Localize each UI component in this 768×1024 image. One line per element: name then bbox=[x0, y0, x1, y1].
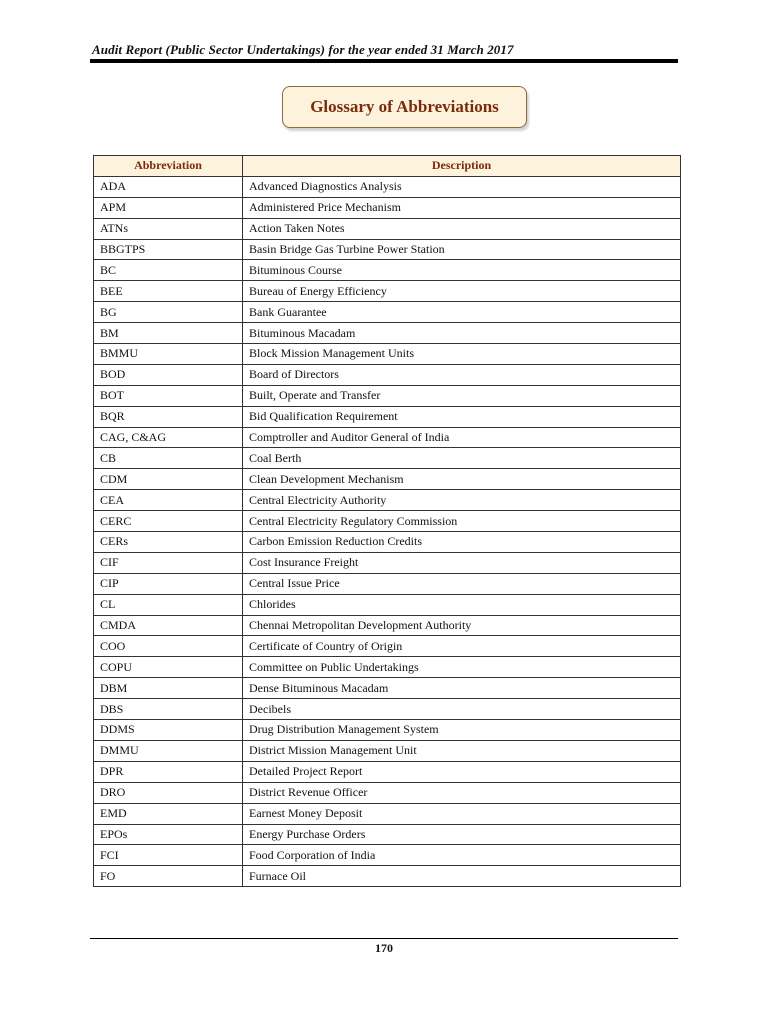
table-row bbox=[94, 239, 681, 260]
abbreviation-cell: BOD bbox=[94, 364, 243, 385]
table-row bbox=[94, 866, 681, 887]
abbreviation-cell: ADA bbox=[94, 176, 243, 197]
table-row bbox=[94, 427, 681, 448]
table-row bbox=[94, 573, 681, 594]
abbreviation-cell: ATNs bbox=[94, 218, 243, 239]
description-cell: Comptroller and Auditor General of India bbox=[243, 427, 681, 448]
abbreviation-cell: COPU bbox=[94, 657, 243, 678]
description-cell: Bid Qualification Requirement bbox=[243, 406, 681, 427]
table-row bbox=[94, 720, 681, 741]
table-row bbox=[94, 281, 681, 302]
description-cell: Food Corporation of India bbox=[243, 845, 681, 866]
description-cell: Central Issue Price bbox=[243, 573, 681, 594]
table-row bbox=[94, 218, 681, 239]
description-cell: Action Taken Notes bbox=[243, 218, 681, 239]
description-cell: Earnest Money Deposit bbox=[243, 803, 681, 824]
table-row bbox=[94, 845, 681, 866]
abbreviation-cell: BM bbox=[94, 323, 243, 344]
table-row bbox=[94, 699, 681, 720]
abbreviation-cell: CIF bbox=[94, 552, 243, 573]
abbreviation-cell: CIP bbox=[94, 573, 243, 594]
description-cell: Chlorides bbox=[243, 594, 681, 615]
abbreviation-cell: BMMU bbox=[94, 344, 243, 365]
description-cell: Cost Insurance Freight bbox=[243, 552, 681, 573]
description-cell: Bureau of Energy Efficiency bbox=[243, 281, 681, 302]
abbreviation-cell: DBM bbox=[94, 678, 243, 699]
abbreviation-cell: DPR bbox=[94, 761, 243, 782]
table-row bbox=[94, 344, 681, 365]
description-cell: Energy Purchase Orders bbox=[243, 824, 681, 845]
description-cell: Basin Bridge Gas Turbine Power Station bbox=[243, 239, 681, 260]
abbreviation-cell: CL bbox=[94, 594, 243, 615]
table-row bbox=[94, 761, 681, 782]
footer-divider bbox=[90, 938, 678, 939]
table-row bbox=[94, 406, 681, 427]
table-row bbox=[94, 490, 681, 511]
table-row bbox=[94, 552, 681, 573]
abbreviation-cell: DRO bbox=[94, 782, 243, 803]
table-row bbox=[94, 323, 681, 344]
table-row bbox=[94, 803, 681, 824]
description-cell: Furnace Oil bbox=[243, 866, 681, 887]
table-row bbox=[94, 594, 681, 615]
description-cell: Advanced Diagnostics Analysis bbox=[243, 176, 681, 197]
description-cell: Carbon Emission Reduction Credits bbox=[243, 532, 681, 553]
abbreviation-cell: BOT bbox=[94, 385, 243, 406]
table-row bbox=[94, 469, 681, 490]
description-cell: Central Electricity Authority bbox=[243, 490, 681, 511]
abbreviation-cell: CMDA bbox=[94, 615, 243, 636]
description-cell: Committee on Public Undertakings bbox=[243, 657, 681, 678]
table-row bbox=[94, 636, 681, 657]
table-row bbox=[94, 657, 681, 678]
description-cell: District Revenue Officer bbox=[243, 782, 681, 803]
table-header-row bbox=[94, 156, 681, 177]
table-row bbox=[94, 532, 681, 553]
abbreviation-cell: BC bbox=[94, 260, 243, 281]
page-title: Glossary of Abbreviations bbox=[310, 97, 499, 116]
table-row bbox=[94, 197, 681, 218]
abbreviation-cell: CDM bbox=[94, 469, 243, 490]
description-cell: Block Mission Management Units bbox=[243, 344, 681, 365]
glossary-title-box bbox=[282, 86, 527, 128]
description-cell: Built, Operate and Transfer bbox=[243, 385, 681, 406]
abbreviation-cell: BBGTPS bbox=[94, 239, 243, 260]
description-cell: Decibels bbox=[243, 699, 681, 720]
glossary-table bbox=[93, 155, 681, 887]
table-row bbox=[94, 260, 681, 281]
table-row bbox=[94, 448, 681, 469]
abbreviation-cell: FCI bbox=[94, 845, 243, 866]
description-cell: Board of Directors bbox=[243, 364, 681, 385]
description-cell: Bank Guarantee bbox=[243, 302, 681, 323]
abbreviation-cell: EPOs bbox=[94, 824, 243, 845]
abbreviation-cell: BQR bbox=[94, 406, 243, 427]
description-cell: Coal Berth bbox=[243, 448, 681, 469]
column-header-abbreviation: Abbreviation bbox=[94, 156, 243, 177]
abbreviation-cell: DDMS bbox=[94, 720, 243, 741]
table-row bbox=[94, 678, 681, 699]
header-divider bbox=[90, 59, 678, 63]
abbreviation-cell: COO bbox=[94, 636, 243, 657]
table-row bbox=[94, 782, 681, 803]
abbreviation-cell: APM bbox=[94, 197, 243, 218]
abbreviation-cell: CAG, C&AG bbox=[94, 427, 243, 448]
description-cell: Clean Development Mechanism bbox=[243, 469, 681, 490]
abbreviation-cell: BEE bbox=[94, 281, 243, 302]
abbreviation-cell: CERC bbox=[94, 511, 243, 532]
table-row bbox=[94, 364, 681, 385]
description-cell: Central Electricity Regulatory Commission bbox=[243, 511, 681, 532]
description-cell: Administered Price Mechanism bbox=[243, 197, 681, 218]
abbreviation-cell: DBS bbox=[94, 699, 243, 720]
table-row bbox=[94, 176, 681, 197]
abbreviation-cell: EMD bbox=[94, 803, 243, 824]
description-cell: Drug Distribution Management System bbox=[243, 720, 681, 741]
description-cell: Bituminous Course bbox=[243, 260, 681, 281]
table-row bbox=[94, 740, 681, 761]
description-cell: Dense Bituminous Macadam bbox=[243, 678, 681, 699]
abbreviation-cell: FO bbox=[94, 866, 243, 887]
page-number: 170 bbox=[375, 941, 393, 955]
table-row bbox=[94, 824, 681, 845]
abbreviation-cell: DMMU bbox=[94, 740, 243, 761]
abbreviation-cell: CB bbox=[94, 448, 243, 469]
abbreviation-cell: CEA bbox=[94, 490, 243, 511]
description-cell: Chennai Metropolitan Development Authority bbox=[243, 615, 681, 636]
abbreviation-cell: BG bbox=[94, 302, 243, 323]
column-header-description: Description bbox=[243, 156, 681, 177]
abbreviation-cell: CERs bbox=[94, 532, 243, 553]
description-cell: District Mission Management Unit bbox=[243, 740, 681, 761]
table-row bbox=[94, 511, 681, 532]
table-row bbox=[94, 302, 681, 323]
table-row bbox=[94, 615, 681, 636]
description-cell: Certificate of Country of Origin bbox=[243, 636, 681, 657]
glossary-table-body bbox=[94, 176, 681, 886]
table-row bbox=[94, 385, 681, 406]
description-cell: Bituminous Macadam bbox=[243, 323, 681, 344]
description-cell: Detailed Project Report bbox=[243, 761, 681, 782]
report-header-title: Audit Report (Public Sector Undertakings) for the year ended 31 March 2017 bbox=[92, 42, 514, 57]
